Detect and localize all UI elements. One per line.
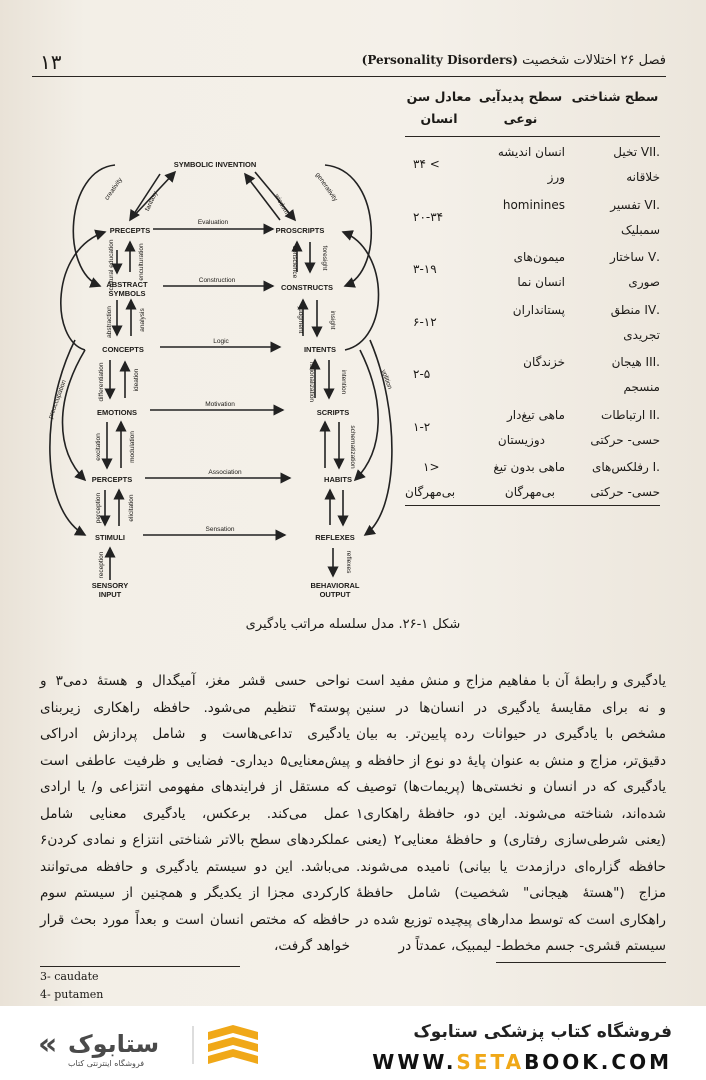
logo-word: ستابوک bbox=[68, 1030, 160, 1058]
logo-tagline: فروشگاه اینترنتی کتاب bbox=[68, 1059, 145, 1068]
table-body bbox=[405, 137, 660, 505]
table-cell-cog1: .VII تخیل bbox=[613, 145, 660, 159]
table-cell-cog2: حسی- حرکتی bbox=[590, 485, 660, 499]
link-evaluation: Evaluation bbox=[197, 219, 229, 226]
node-sensory-input: SENSORY INPUT bbox=[91, 581, 129, 599]
footnote-3: 3- caudate bbox=[40, 970, 99, 983]
table-cell-em1: پستانداران bbox=[512, 302, 565, 317]
link-wisdom: wisdom bbox=[272, 192, 290, 216]
table-cell-age: ۳-۱۹ bbox=[413, 262, 437, 276]
table-cell-em1: انسان اندیشه bbox=[497, 145, 565, 159]
table-cell-cog2: خلاقانه bbox=[626, 170, 660, 184]
body-column-right bbox=[356, 668, 666, 963]
link-preoccupation: preoccupation bbox=[47, 379, 68, 420]
link-fantasy: fantasy bbox=[144, 190, 160, 213]
node-precepts: PRECEPTS bbox=[109, 226, 151, 235]
link-perception: perception bbox=[95, 492, 102, 524]
table-cell-cog2: سمبلیک bbox=[621, 222, 660, 237]
node-behavioral-output: BEHAVIORAL OUTPUT bbox=[310, 581, 360, 599]
link-association: Association bbox=[208, 469, 242, 476]
header-age: معادل سن انسان bbox=[406, 89, 472, 126]
header-rule bbox=[32, 76, 666, 77]
url-prefix: WWW. bbox=[372, 1050, 457, 1074]
node-percepts: PERCEPTS bbox=[91, 475, 133, 484]
table-cell-age2: بی‌مهرگان bbox=[405, 485, 456, 499]
link-ideation: ideation bbox=[133, 368, 140, 392]
table-header bbox=[405, 84, 660, 137]
table-cell-cog1: .VI تفسیر bbox=[610, 197, 660, 212]
chapter-title-en: (Personality Disorders) bbox=[361, 53, 518, 67]
table-cell-em1: ماهی بدون تیغ bbox=[493, 460, 565, 474]
link-schematization: schematization bbox=[349, 425, 356, 469]
diagram-text bbox=[47, 160, 393, 599]
table-cell-cog1: .III هیجان bbox=[611, 355, 660, 369]
link-analysis: analysis bbox=[139, 308, 146, 332]
link-rationalization: rationalization bbox=[308, 361, 315, 403]
body-paragraph-right: یادگیری و رابطهٔ آن با مفاهیم مزاج و منش مفید است و نه برای مقایسهٔ یادگیری در انسان‌ها در سنین مشخص با یادگیری در حیوانات رده پایین‌تر. به بیان دقیق‌تر، مزاج و منش به عنوان پایهٔ دو نوع از حافظه و یادگیری که در انسان و نخستی‌ها (پریمات‌ها) توصیف شده‌اند، شناخته می‌شوند. این دو، حافظهٔ راهکاری۱ (یعنی شرطی‌سازی رفتاری) و حافظهٔ معنایی۲ (یعنی حافظه گزاره‌ای درازمدت یا بیانی) نامیده می‌شوند. مزاج ("هستهٔ هیجانی" شخصیت) شامل حافظهٔ راهکاری است که توسط مدارهای پیچیده توزیع شده در سیستم قشری- جسم مخطط- لیمبیک، عمدتاً در bbox=[356, 673, 666, 954]
link-elicitation: elicitation bbox=[128, 494, 135, 522]
table-cell-em2: ورز bbox=[547, 170, 565, 184]
footnote-4: 4- putamen bbox=[40, 988, 104, 1001]
link-intention: intention bbox=[340, 369, 347, 395]
table-cell-age: ۲-۵ bbox=[413, 367, 431, 381]
table-cell-cog1: .V ساختار bbox=[609, 250, 660, 264]
link-insight: insight bbox=[329, 310, 336, 330]
body-column-left bbox=[40, 668, 350, 960]
header-cognitive: سطح شناختی bbox=[571, 89, 659, 104]
node-habits: HABITS bbox=[324, 475, 352, 484]
table-row bbox=[405, 400, 660, 453]
link-motivation: Motivation bbox=[205, 401, 235, 408]
node-scripts: SCRIPTS bbox=[316, 408, 350, 417]
table-row bbox=[405, 347, 660, 400]
link-conscience: conscience bbox=[291, 245, 298, 279]
table-cell-age: ۲۰-۳۴ bbox=[413, 209, 444, 224]
footnote-rule bbox=[40, 966, 240, 967]
table-row bbox=[405, 295, 660, 348]
table-cell-age: <۱ bbox=[423, 460, 440, 474]
link-modulation: modulation bbox=[129, 431, 136, 463]
table-row bbox=[405, 137, 660, 190]
table-cell-cog1: .IV منطق bbox=[610, 302, 660, 317]
link-generativity: generativity bbox=[313, 171, 339, 203]
table-cell-age: ۶-۱۲ bbox=[413, 314, 437, 329]
table-cell-cog2: حسی- حرکتی bbox=[590, 432, 660, 447]
link-enculturation: enculturation bbox=[138, 243, 145, 281]
header-emergence: سطح پدیدآیی نوعی bbox=[478, 89, 563, 126]
table-cell-em2: دوزیستان bbox=[497, 432, 545, 447]
shop-banner bbox=[0, 1006, 706, 1080]
link-creativity: creativity bbox=[103, 176, 124, 202]
link-reflexes: reflexes bbox=[345, 550, 352, 574]
link-reception: reception bbox=[98, 551, 105, 579]
table-row bbox=[405, 190, 660, 243]
node-concepts: CONCEPTS bbox=[102, 345, 144, 354]
node-symbolic-invention: SYMBOLIC INVENTION bbox=[173, 160, 257, 169]
learning-levels-table bbox=[405, 84, 660, 506]
node-emotions: EMOTIONS bbox=[96, 408, 138, 417]
link-excitation: excitation bbox=[95, 433, 102, 461]
svg-text:«: « bbox=[38, 1027, 58, 1062]
link-abstraction: abstraction bbox=[106, 306, 113, 338]
shop-url-link[interactable] bbox=[372, 1050, 672, 1074]
table-cell-em2: بی‌مهرگان bbox=[504, 485, 555, 499]
node-proscripts: PROSCRIPTS bbox=[275, 226, 325, 235]
table-cell-cog1: .I رفلکس‌های bbox=[592, 460, 660, 474]
link-sensation: Sensation bbox=[205, 526, 235, 533]
url-suffix: BOOK.COM bbox=[524, 1050, 672, 1074]
table-cell-age: > ۳۴ bbox=[413, 157, 440, 171]
chapter-title-fa: فصل ۲۶ اختلالات شخصیت bbox=[522, 53, 666, 68]
table-cell-cog2: صوری bbox=[628, 275, 660, 289]
figure-caption: شکل ۱-۲۶. مدل سلسله مراتب یادگیری bbox=[245, 617, 461, 632]
table-cell-cog2: تجریدی bbox=[623, 327, 660, 342]
node-reflexes: REFLEXES bbox=[315, 533, 355, 542]
table-cell-em2: انسان نما bbox=[517, 275, 565, 289]
header-emergence-1 bbox=[473, 86, 568, 130]
table-cell-em1: میمون‌های bbox=[513, 250, 565, 264]
link-differentiation: differentiation bbox=[98, 362, 105, 402]
table-cell-age: ۱-۲ bbox=[413, 419, 431, 434]
page-number: ۱۳ bbox=[40, 50, 62, 74]
table-cell-em1: ماهی تیغ‌دار bbox=[506, 407, 565, 422]
link-judgment: judgment bbox=[297, 306, 304, 334]
chapter-title bbox=[362, 53, 666, 68]
node-abstract-symbols: ABSTRACT SYMBOLS bbox=[106, 280, 148, 298]
learning-hierarchy-diagram bbox=[45, 150, 400, 615]
body-paragraph-left: نواحی حسی قشر مغز، آمیگدال و هستهٔ دمی۳ و پوسته۴ تنظیم می‌شود. حافظه راهکاری زیربنای یادگیری تداعی‌هاست و شامل پردازش ادراکی پیش‌معنایی۵ دیداری- فضایی و ظرفیت عاطفی است که مستقل از فرایندهای مفهومی انتزاعی و/ یا ارادی عمل می‌کند. برعکس، یادگیری معنایی شامل عملکردهای سطح بالاتر شناختی انتزاع و نمادی کردن۶ می‌باشد. این دو سیستم یادگیری و حافظه می‌توانند کارکردی مجزا از یکدیگر و همچنین از سیستم سوم حافظه که مختص انسان است و بعداً مورد بحث قرار خواهد گرفت، bbox=[40, 673, 350, 954]
table-cell-cog2: منسجم bbox=[623, 380, 660, 394]
link-volition: volition bbox=[379, 368, 394, 391]
url-accent: SETA bbox=[456, 1050, 525, 1074]
table-row bbox=[405, 242, 660, 295]
table-cell-em1: hominines bbox=[502, 197, 565, 212]
node-intents: INTENTS bbox=[303, 345, 337, 354]
link-foresight: foresight bbox=[321, 245, 328, 271]
shop-name: فروشگاه کتاب پزشکی ستابوک bbox=[413, 1022, 672, 1042]
link-construction: Construction bbox=[198, 277, 236, 284]
table-cell-cog1: .II ارتباطات bbox=[601, 407, 660, 422]
setabook-logo bbox=[28, 1020, 268, 1070]
node-constructs: CONSTRUCTS bbox=[280, 283, 334, 292]
node-stimuli: STIMULI bbox=[95, 533, 125, 542]
column-end-rule bbox=[496, 962, 666, 963]
link-cultural-education: cultural education bbox=[108, 239, 115, 291]
table-row bbox=[405, 452, 660, 505]
table-cell-em1: خزندگان bbox=[523, 355, 565, 369]
link-logic: Logic bbox=[213, 338, 229, 345]
